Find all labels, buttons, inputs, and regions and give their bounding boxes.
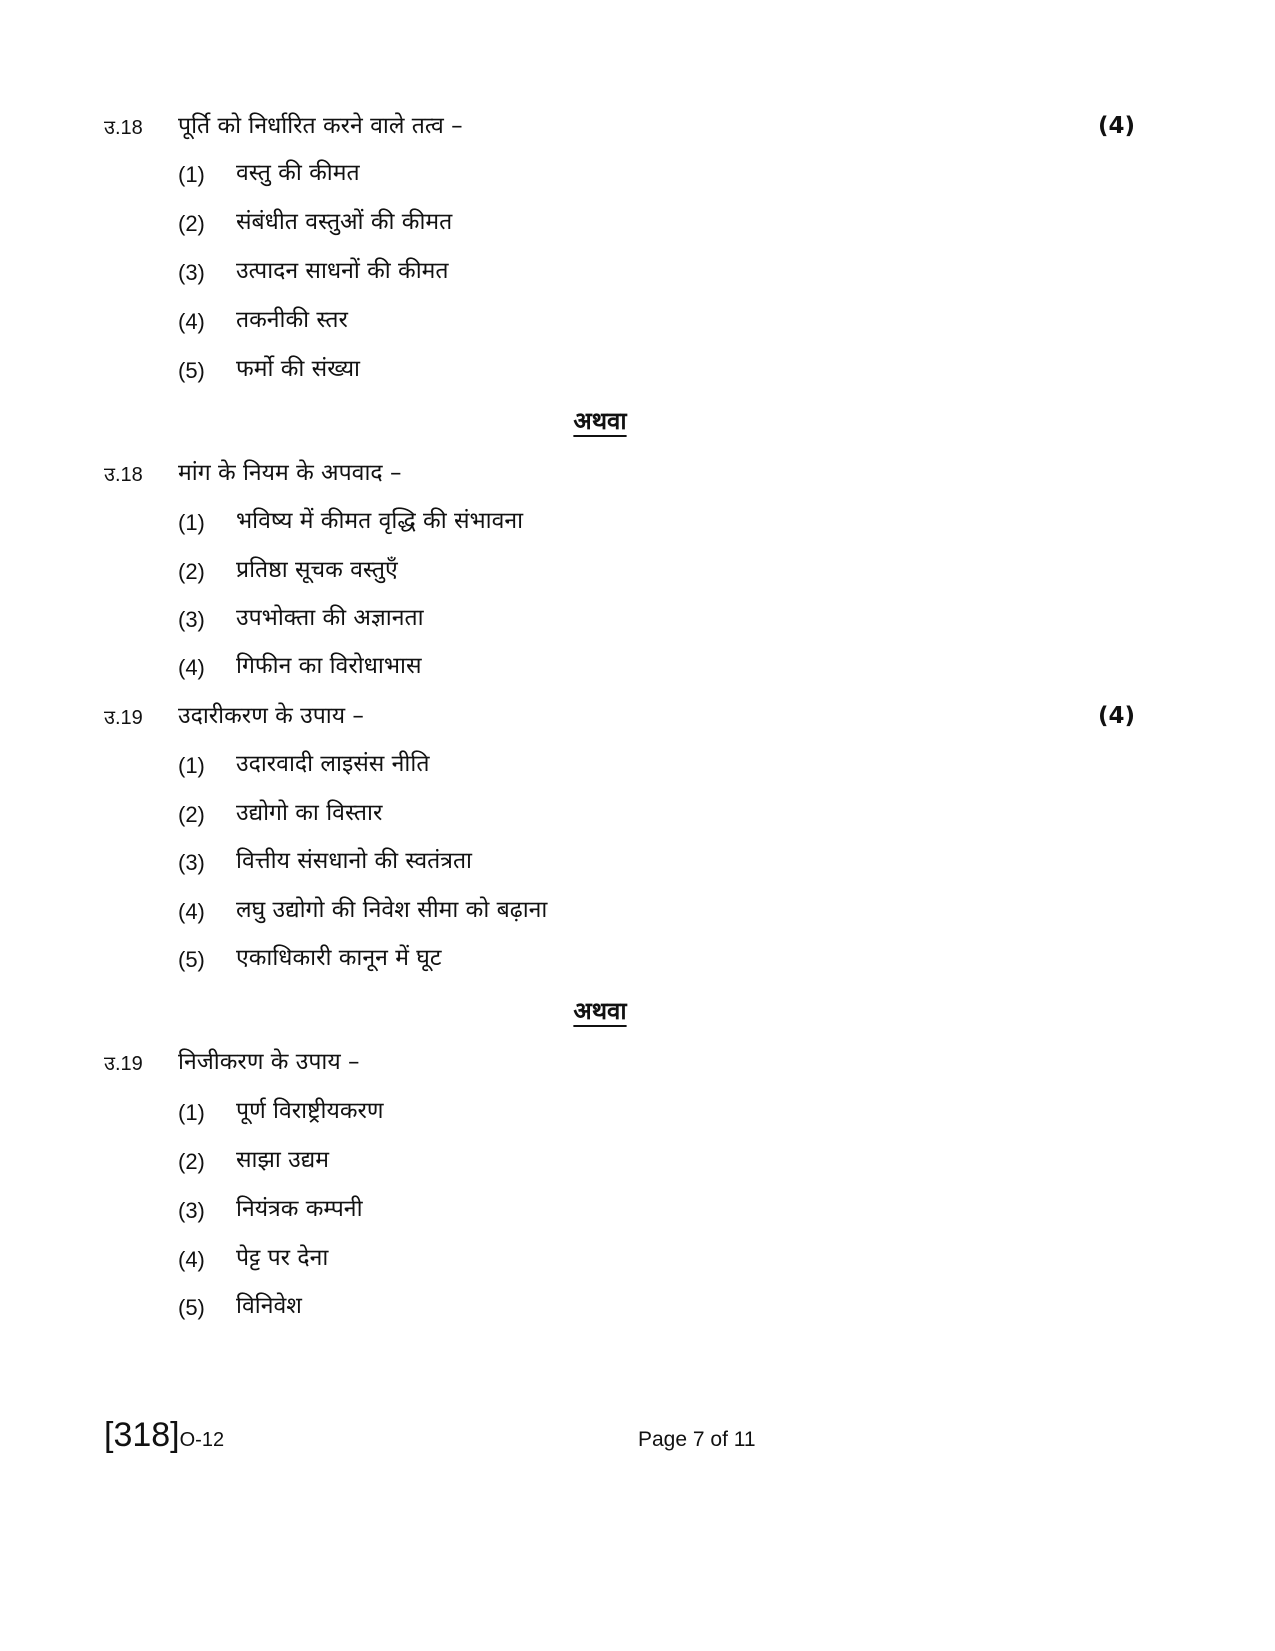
item-text: पेट्ट पर देना <box>236 1245 329 1271</box>
item-number: (3) <box>178 850 205 875</box>
item-number: (4) <box>178 655 205 680</box>
item-number: (5) <box>178 947 205 972</box>
item-text: तकनीकी स्तर <box>236 307 348 333</box>
item-text: उत्पादन साधनों की कीमत <box>236 258 449 284</box>
question-number: उ.19 <box>104 707 143 729</box>
question-number: उ.18 <box>104 464 143 486</box>
item-text: संबंधीत वस्तुओं की कीमत <box>236 209 453 235</box>
page-number: Page 7 of 11 <box>638 1428 756 1451</box>
question-text: मांग के नियम के अपवाद – <box>178 460 402 486</box>
item-text: वस्तु की कीमत <box>236 160 360 186</box>
item-number: (1) <box>178 162 205 187</box>
item-number: (2) <box>178 802 205 827</box>
item-number: (3) <box>178 260 205 285</box>
item-text: वित्तीय संसधानो की स्वतंत्रता <box>236 848 473 874</box>
item-text: नियंत्रक कम्पनी <box>236 1196 363 1222</box>
question-text: निजीकरण के उपाय – <box>178 1049 360 1075</box>
item-text: लघु उद्योगो की निवेश सीमा को बढ़ाना <box>236 897 548 923</box>
item-number: (1) <box>178 510 205 535</box>
item-number: (4) <box>178 309 205 334</box>
item-number: (5) <box>178 358 205 383</box>
question-number: उ.18 <box>104 117 143 139</box>
item-text: उपभोक्ता की अज्ञानता <box>236 605 424 631</box>
item-text: पूर्ण विराष्ट्रीयकरण <box>236 1098 384 1124</box>
item-text: विनिवेश <box>236 1293 302 1319</box>
item-text: भविष्य में कीमत वृद्धि की संभावना <box>236 508 524 534</box>
item-number: (2) <box>178 211 205 236</box>
item-text: उद्योगो का विस्तार <box>236 800 383 826</box>
item-number: (4) <box>178 899 205 924</box>
paper-code <box>104 1416 224 1455</box>
item-text: साझा उद्यम <box>236 1147 330 1173</box>
or-heading: अथवा <box>573 997 627 1025</box>
paper-code-sub: O-12 <box>179 1429 225 1451</box>
or-heading: अथवा <box>573 407 627 435</box>
question-text: पूर्ति को निर्धारित करने वाले तत्व – <box>178 113 463 139</box>
paper-code-main: [318] <box>104 1416 180 1454</box>
item-text: फर्मो की संख्या <box>236 356 360 382</box>
item-number: (5) <box>178 1295 205 1320</box>
item-text: एकाधिकारी कानून में घूट <box>236 945 442 971</box>
question-number: उ.19 <box>104 1053 143 1075</box>
item-text: गिफीन का विरोधाभास <box>236 653 422 679</box>
item-number: (1) <box>178 1100 205 1125</box>
item-number: (2) <box>178 1149 205 1174</box>
question-marks: (4) <box>1097 703 1135 729</box>
item-number: (4) <box>178 1247 205 1272</box>
question-marks: (4) <box>1097 113 1135 139</box>
item-text: प्रतिष्ठा सूचक वस्तुएँ <box>236 557 398 583</box>
item-number: (3) <box>178 607 205 632</box>
item-text: उदारवादी लाइसंस नीति <box>236 751 430 777</box>
item-number: (2) <box>178 559 205 584</box>
item-number: (3) <box>178 1198 205 1223</box>
item-number: (1) <box>178 753 205 778</box>
question-text: उदारीकरण के उपाय – <box>178 703 364 729</box>
